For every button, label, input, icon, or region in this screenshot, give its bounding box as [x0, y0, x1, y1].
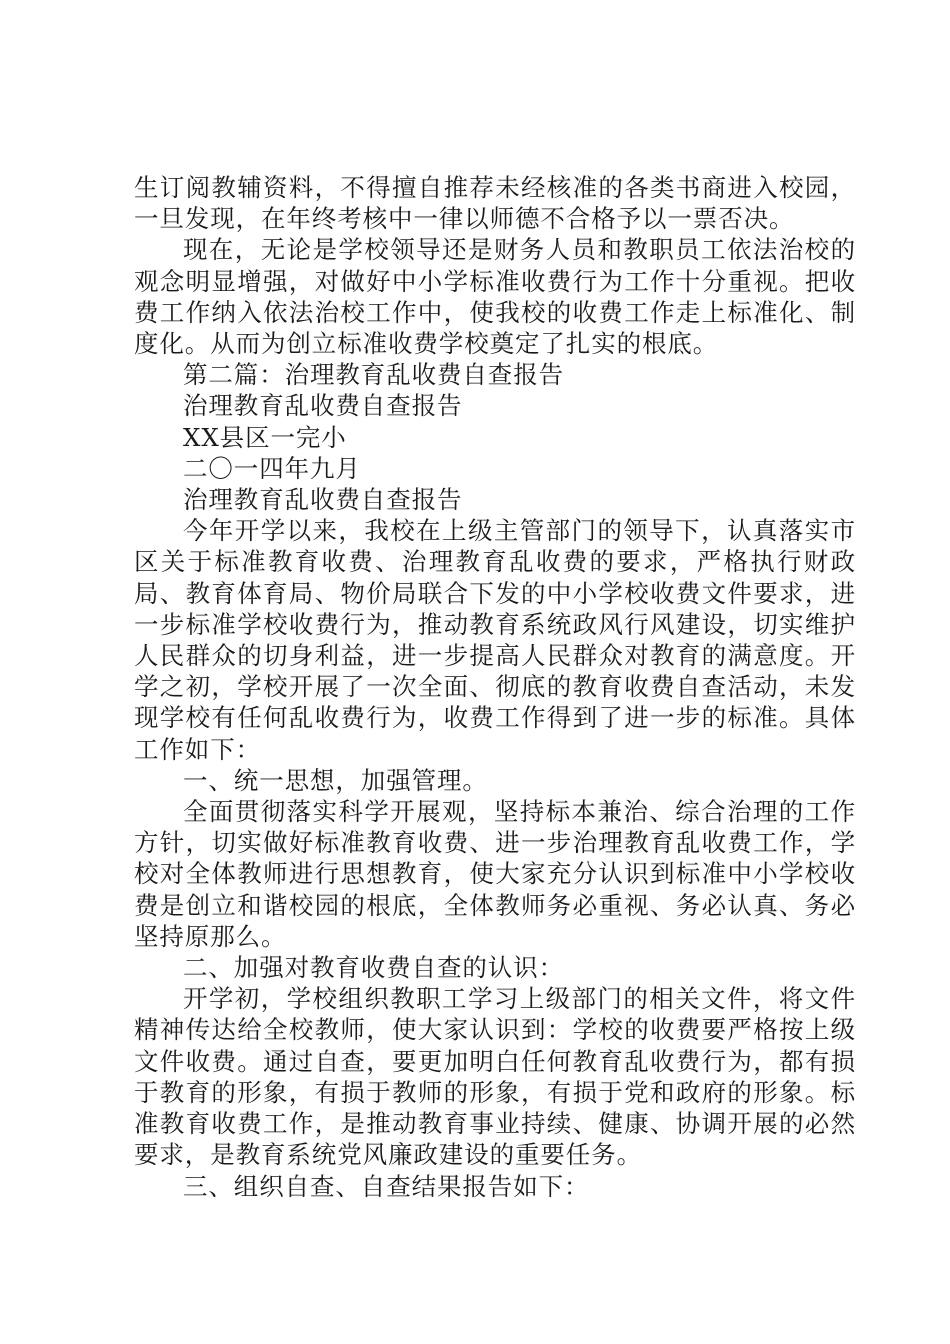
subheading-self-inspection-awareness: 二、加强对教育收费自查的认识：: [183, 953, 564, 983]
paragraph-legal-awareness: 现在，无论是学校领导还是财务人员和教职员工依法治校的观念明显增强，对做好中小学标准收费行为工作十分重视。把收费工作纳入依法治校工作中，使我校的收费工作走上标准化、制度化。从而为创立标准收费学校奠定了扎实的根底。: [134, 235, 856, 359]
school-name: XX县区一完小: [183, 422, 347, 452]
report-date: 二〇一四年九月: [183, 453, 361, 483]
paragraph-continuation: 生订阅教辅资料，不得擅自推荐未经核准的各类书商进入校园，一旦发现，在年终考核中一律以师德不合格予以一票否决。: [134, 173, 856, 234]
report-title-repeat: 治理教育乱收费自查报告: [183, 485, 463, 515]
subheading-inspection-results: 三、组织自查、自查结果报告如下：: [183, 1171, 590, 1201]
section-heading-part-two: 第二篇：治理教育乱收费自查报告: [183, 360, 564, 390]
document-body: [134, 172, 856, 1202]
paragraph-introduction: 今年开学以来，我校在上级主管部门的领导下，认真落实市区关于标准教育收费、治理教育乱收费的要求，严格执行财政局、教育体育局、物价局联合下发的中小学校收费文件要求，进一步标准学校收费行为，推动教育系统政风行风建设，切实维护人民群众的切身利益，进一步提高人民群众对教育的满意度。开学之初，学校开展了一次全面、彻底的教育收费自查活动，未发现学校有任何乱收费行为，收费工作得到了进一步的标准。具体工作如下：: [134, 516, 856, 764]
subheading-unify-thinking: 一、统一思想，加强管理。: [183, 765, 488, 795]
paragraph-policy-implementation: 全面贯彻落实科学开展观，坚持标本兼治、综合治理的工作方针，切实做好标准教育收费、进一步治理教育乱收费工作，学校对全体教师进行思想教育，使大家充分认识到标准中小学校收费是创立和谐校园的根底，全体教师务必重视、务必认真、务必坚持原那么。: [134, 797, 856, 951]
report-title: 治理教育乱收费自查报告: [183, 391, 463, 421]
paragraph-staff-study: 开学初，学校组织教职工学习上级部门的相关文件，将文件精神传达给全校教师，使大家认识到：学校的收费要严格按上级文件收费。通过自查，要更加明白任何教育乱收费行为，都有损于教育的形象，有损于教师的形象，有损于党和政府的形象。标准教育收费工作，是推动教育事业持续、健康、协调开展的必然要求，是教育系统党风廉政建设的重要任务。: [134, 984, 856, 1170]
